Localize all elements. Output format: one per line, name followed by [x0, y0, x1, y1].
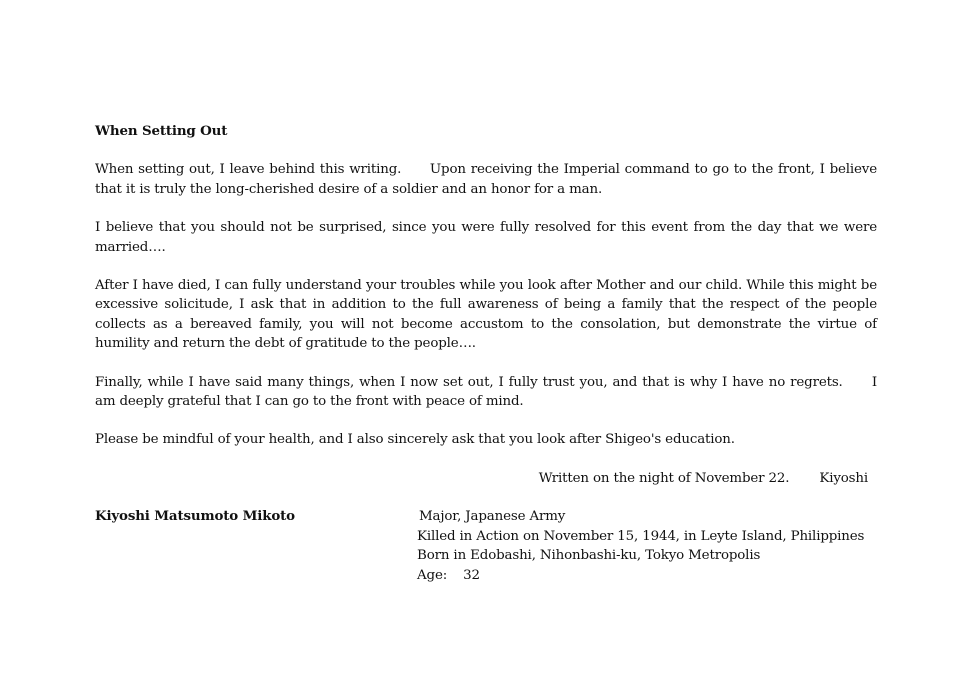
written-date: Written on the night of November 22. — [538, 470, 790, 486]
letter-page — [95, 122, 877, 587]
paragraph-5: Please be mindful of your health, and I also sincerely ask that you look after Shigeo's education. — [95, 432, 735, 448]
profile-rank: Major, Japanese Army — [419, 509, 566, 525]
signoff-line — [95, 469, 877, 488]
paragraph-1: When setting out, I leave behind this writing. Upon receiving the Imperial command to go to the front, I believe that it is truly the long-cherished desire of a soldier and an honor for a man. — [95, 162, 877, 197]
paragraph-4: Finally, while I have said many things, when I now set out, I fully trust you, and that is why I have no regrets. I am deeply grateful that I can go to the front with peace of mind. — [95, 374, 877, 410]
letter-title: When Setting Out — [95, 123, 228, 139]
profile-name: Kiyoshi Matsumoto Mikoto — [95, 508, 295, 525]
profile-death: Killed in Action on November 15, 1944, in Leyte Island, Philippines — [417, 528, 865, 544]
profile-block — [95, 507, 877, 587]
profile-birthplace: Born in Edobashi, Nihonbashi-ku, Tokyo Metropolis — [417, 548, 761, 564]
paragraph-3: After I have died, I can fully understand your troubles while you look after Mother and our child. While this might be excessive solicitude, I ask that in addition to the full awareness of being a family that the respect of the people collects as a bereaved family, you will not become accustom to the consolation, but demonstrate the virtue of humility and return the debt of gratitude to the people…. — [95, 278, 877, 352]
profile-age — [417, 566, 864, 585]
profile-details — [417, 507, 864, 585]
paragraph-2: I believe that you should not be surprised, since you were fully resolved for this event from the day that we were married…. — [95, 220, 877, 255]
signature: Kiyoshi — [819, 470, 868, 486]
age-label: Age: — [417, 567, 448, 583]
age-value: 32 — [463, 567, 480, 583]
